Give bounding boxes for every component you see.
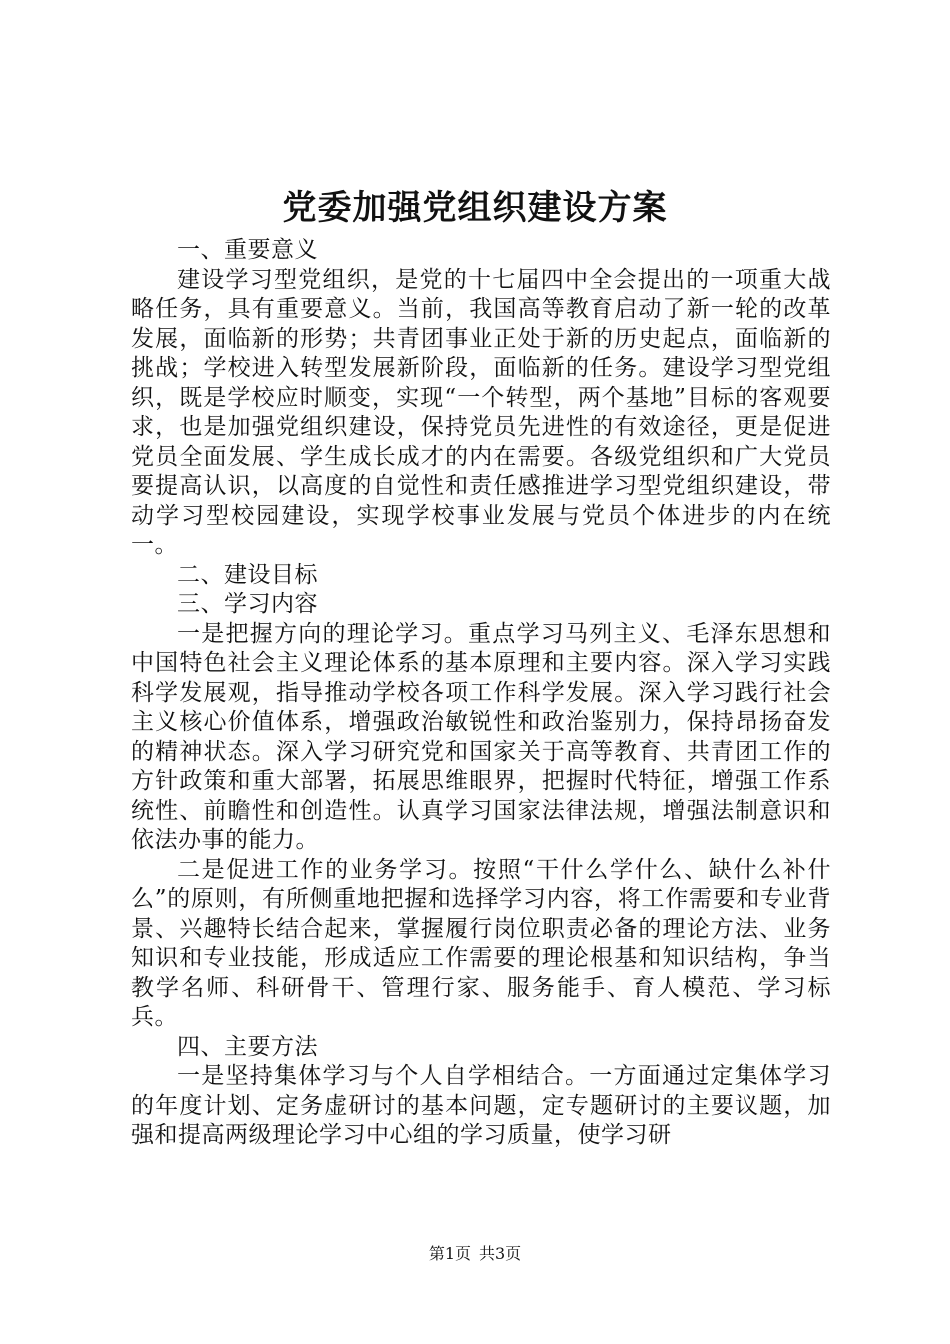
body-paragraph: 二是促进工作的业务学习。按照“干什么学什么、缺什么补什么”的原则，有所侧重地把握和选择学习内容，将工作需要和专业背景、兴趣特长结合起来，掌握履行岗位职责必备的理论方法、业务知识和专业技能，形成适应工作需要的理论根基和知识结构，争当教学名师、科研骨干、管理行家、服务能手、育人模范、学习标兵。 (131, 856, 831, 1030)
body-paragraph: 一是把握方向的理论学习。重点学习马列主义、毛泽东思想和中国特色社会主义理论体系的基本原理和主要内容。深入学习实践科学发展观，指导推动学校各项工作科学发展。深入学习践行社会主义核心价值体系，增强政治敏锐性和政治鉴别力，保持昂扬奋发的精神状态。深入学习研究党和国家关于高等教育、共青团工作的方针政策和重大部署，拓展思维眼界，把握时代特征，增强工作系统性、前瞻性和创造性。认真学习国家法律法规，增强法制意识和依法办事的能力。 (131, 620, 831, 853)
page-total: 共3页 (479, 1244, 522, 1263)
section-heading: 一、重要意义 (177, 237, 318, 263)
page-number: 第1页 (428, 1244, 471, 1263)
section-heading: 四、主要方法 (177, 1033, 318, 1060)
document-title: 党委加强党组织建设方案 (282, 188, 668, 228)
section-heading: 二、建设目标 (177, 561, 318, 588)
page-footer (0, 1243, 950, 1265)
document-body (131, 236, 831, 1151)
section-heading: 三、学习内容 (177, 591, 318, 617)
body-paragraph: 建设学习型党组织，是党的十七届四中全会提出的一项重大战略任务，具有重要意义。当前，我国高等教育启动了新一轮的改革发展，面临新的形势；共青团事业正处于新的历史起点，面临新的挑战；学校进入转型发展新阶段，面临新的任务。建设学习型党组织，既是学校应时顺变，实现“一个转型，两个基地”目标的客观要求，也是加强党组织建设，保持党员先进性的有效途径，更是促进党员全面发展、学生成长成才的内在需要。各级党组织和广大党员要提高认识，以高度的自觉性和责任感推进学习型党组织建设，带动学习型校园建设，实现学校事业发展与党员个体进步的内在统一。 (131, 266, 831, 558)
body-paragraph: 一是坚持集体学习与个人自学相结合。一方面通过定集体学习的年度计划、定务虚研讨的基本问题，定专题研讨的主要议题，加强和提高两级理论学习中心组的学习质量，使学习研 (131, 1063, 831, 1148)
